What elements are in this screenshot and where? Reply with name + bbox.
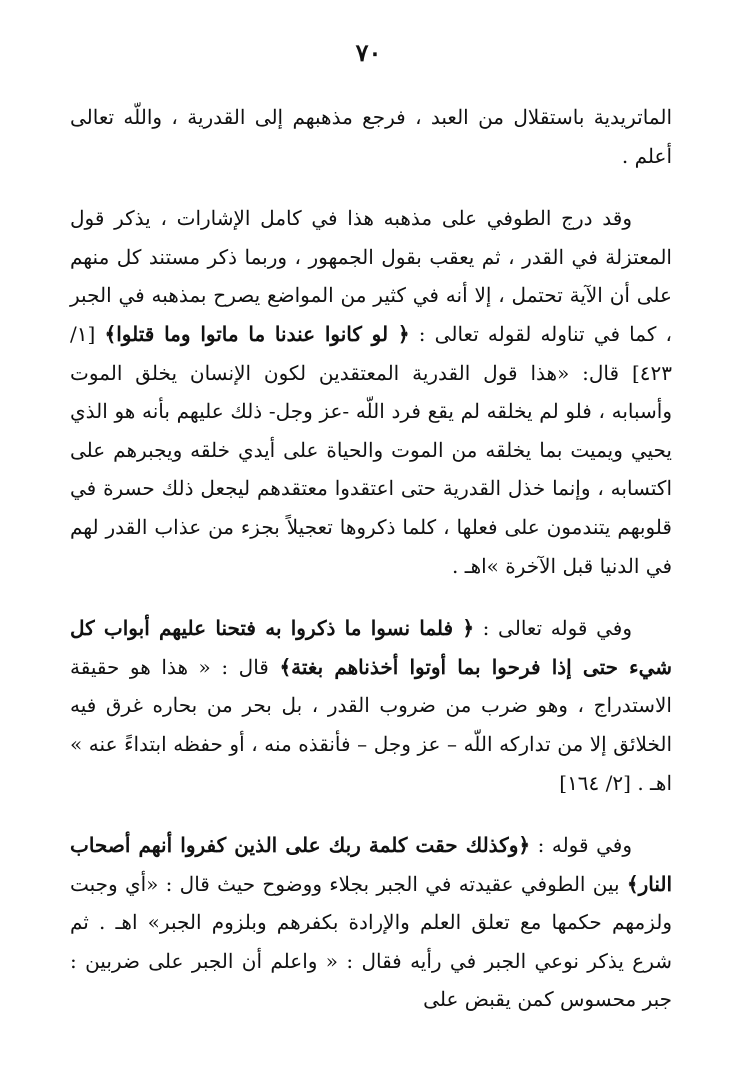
text-segment: [١/ ٤٢٣] قال: «هذا قول القدرية المعتقدين لكون الإنسان يخلق الموت وأسبابه ، فلو لم يخلقه لم يقع فرد اللّه -عز وجل- ذلك عليهم بأنه هو الذي يحيي ويميت بما يخلقه من الموت والحياة على أيدي خلقه ويجبرهم على اكتسابه ، وإنما خذل القدرية حتى اعتقدوا معتقدهم ليجعل ذلك حسرة في قلوبهم يتندمون على فعلها ، كلما ذكروها تعجيلاً بجزء من عذاب القدر لهم في الدنيا قبل الآخرة »اهـ . bbox=[70, 321, 672, 578]
paragraph-3 bbox=[70, 609, 672, 802]
quran-verse: ﴿ فلما نسوا ما ذكروا به فتحنا عليهم أبواب كل شيء حتى إذا فرحوا بما أوتوا أخذناهم بغتة﴾ bbox=[70, 616, 673, 679]
quran-verse: ﴿ لو كانوا عندنا ما ماتوا وما قتلوا﴾ bbox=[104, 321, 410, 346]
text-segment: قال : « هذا هو حقيقة الاستدراج ، وهو ضرب من ضروب القدر ، بل بحر من بحاره غرق فيه الخلائق إلا من تداركه اللّه – عز وجل – فأنقذه منه ، أو حفظه ابتداءً عنه » اهـ . [٢/ ١٦٤] bbox=[70, 654, 672, 795]
paragraph-4 bbox=[70, 826, 672, 1019]
body-text bbox=[70, 98, 672, 1019]
text-segment: وقد درج الطوفي على مذهبه هذا في كامل الإشارات ، يذكر قول المعتزلة في القدر ، ثم يعقب بقول الجمهور ، وربما ذكر مستند كل منهم على أن الآية تحتمل ، إلا أنه في كثير من المواضع يصرح بمذهبه في الجبر ، كما في تناوله لقوله تعالى : bbox=[70, 206, 672, 346]
text-segment: وفي قوله تعالى : bbox=[474, 616, 632, 641]
page-number: ٧٠ bbox=[355, 38, 382, 67]
text-segment: وفي قوله : bbox=[530, 833, 632, 858]
quran-verse: ﴿وكذلك حقت كلمة ربك على الذين كفروا أنهم أصحاب النار﴾ bbox=[70, 833, 672, 896]
text-segment: بين الطوفي عقيدته في الجبر بجلاء ووضوح حيث قال : «أي وجبت ولزمهم حكمها مع تعلق العلم والإرادة بكفرهم وبلزوم الجبر» اهـ . ثم شرع يذكر نوعي الجبر في رأيه فقال : « واعلم أن الجبر على ضربين : جبر محسوس كمن يقبض على bbox=[70, 871, 672, 1012]
paragraph-1 bbox=[70, 98, 672, 175]
paragraph-2 bbox=[70, 199, 672, 585]
text-segment: الماتريدية باستقلال من العبد ، فرجع مذهبهم إلى القدرية ، واللّه تعالى أعلم . bbox=[70, 105, 672, 168]
